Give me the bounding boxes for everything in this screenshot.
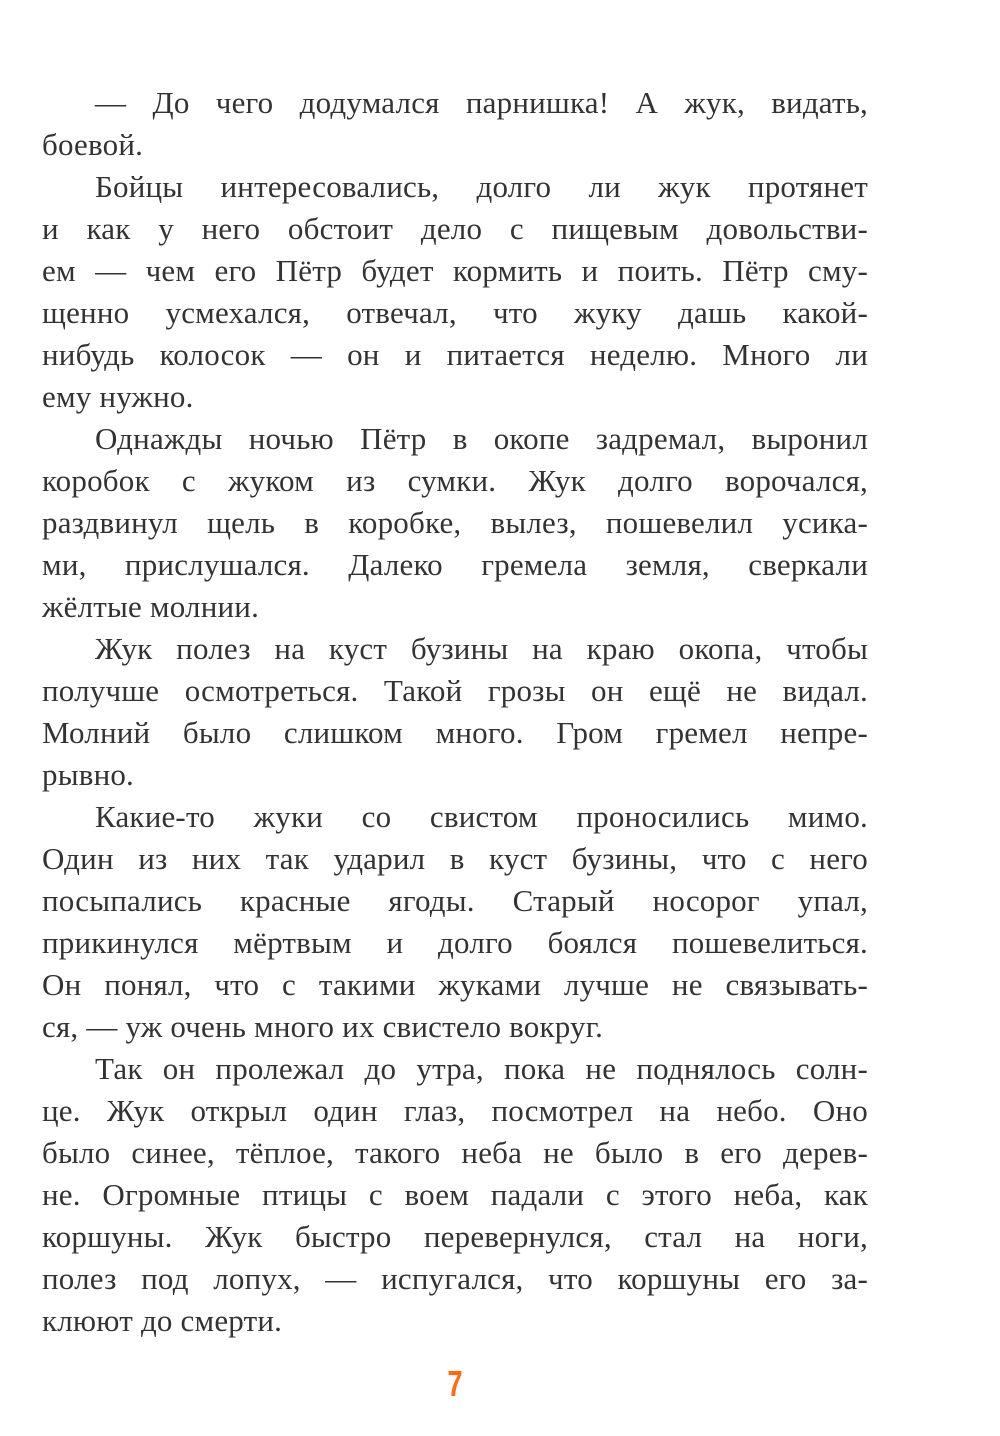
paragraph-3 [42,418,868,628]
text-line: Один из них так ударил в куст бузины, что с него [42,841,868,876]
text-line: ему нужно. [42,379,194,414]
text-line: нибудь колосок — он и питается неделю. Много ли [42,337,868,372]
text-line: щенно усмехался, отвечал, что жуку дашь какой- [42,295,868,330]
text-line: Однажды ночью Пётр в окопе задремал, выронил [95,421,868,456]
text-line: рывно. [42,757,135,792]
text-line: ся, — уж очень много их свистело вокруг. [42,1009,604,1044]
text-line: получше осмотреться. Такой грозы он ещё не видал. [42,673,868,708]
text-line: не. Огромные птицы с воем падали с этого неба, как [42,1177,868,1212]
text-line: Он понял, что с такими жуками лучше не связывать- [42,967,868,1002]
paragraph-5 [42,796,868,1048]
text-line: це. Жук открыл один глаз, посмотрел на небо. Оно [42,1093,868,1128]
text-line: Какие-то жуки со свистом проносились мимо. [95,799,868,834]
text-line: жёлтые молнии. [42,589,260,624]
text-line: и как у него обстоит дело с пищевым довольстви- [42,211,868,246]
text-line: ми, прислушался. Далеко гремела земля, сверкали [42,547,868,582]
paragraph-2 [42,166,868,418]
text-line: — До чего додумался парнишка! А жук, видать, [95,85,868,120]
text-line: Молний было слишком много. Гром гремел непре- [42,715,868,750]
text-line: прикинулся мёртвым и долго боялся пошевелиться. [42,925,868,960]
text-line: Так он пролежал до утра, пока не поднялось солн- [95,1051,868,1086]
text-line: клюют до смерти. [42,1303,283,1338]
text-line: коробок с жуком из сумки. Жук долго ворочался, [42,463,868,498]
text-line: было синее, тёплое, такого неба не было в его дерев- [42,1135,868,1170]
paragraph-6 [42,1048,868,1342]
paragraph-1 [42,82,868,166]
text-line: раздвинул щель в коробке, вылез, пошевелил усика- [42,505,868,540]
page-number: 7 [447,1363,463,1404]
text-line: посыпались красные ягоды. Старый носорог упал, [42,883,868,918]
text-line: коршуны. Жук быстро перевернулся, стал на ноги, [42,1219,868,1254]
text-line: Бойцы интересовались, долго ли жук протянет [95,169,868,204]
body-text [42,82,868,1342]
text-line: полез под лопух, — испугался, что коршуны его за- [42,1261,868,1296]
text-line: Жук полез на куст бузины на краю окопа, чтобы [95,631,868,666]
text-line: ем — чем его Пётр будет кормить и поить. Пётр сму- [42,253,868,288]
paragraph-4 [42,628,868,796]
text-line: боевой. [42,127,144,162]
